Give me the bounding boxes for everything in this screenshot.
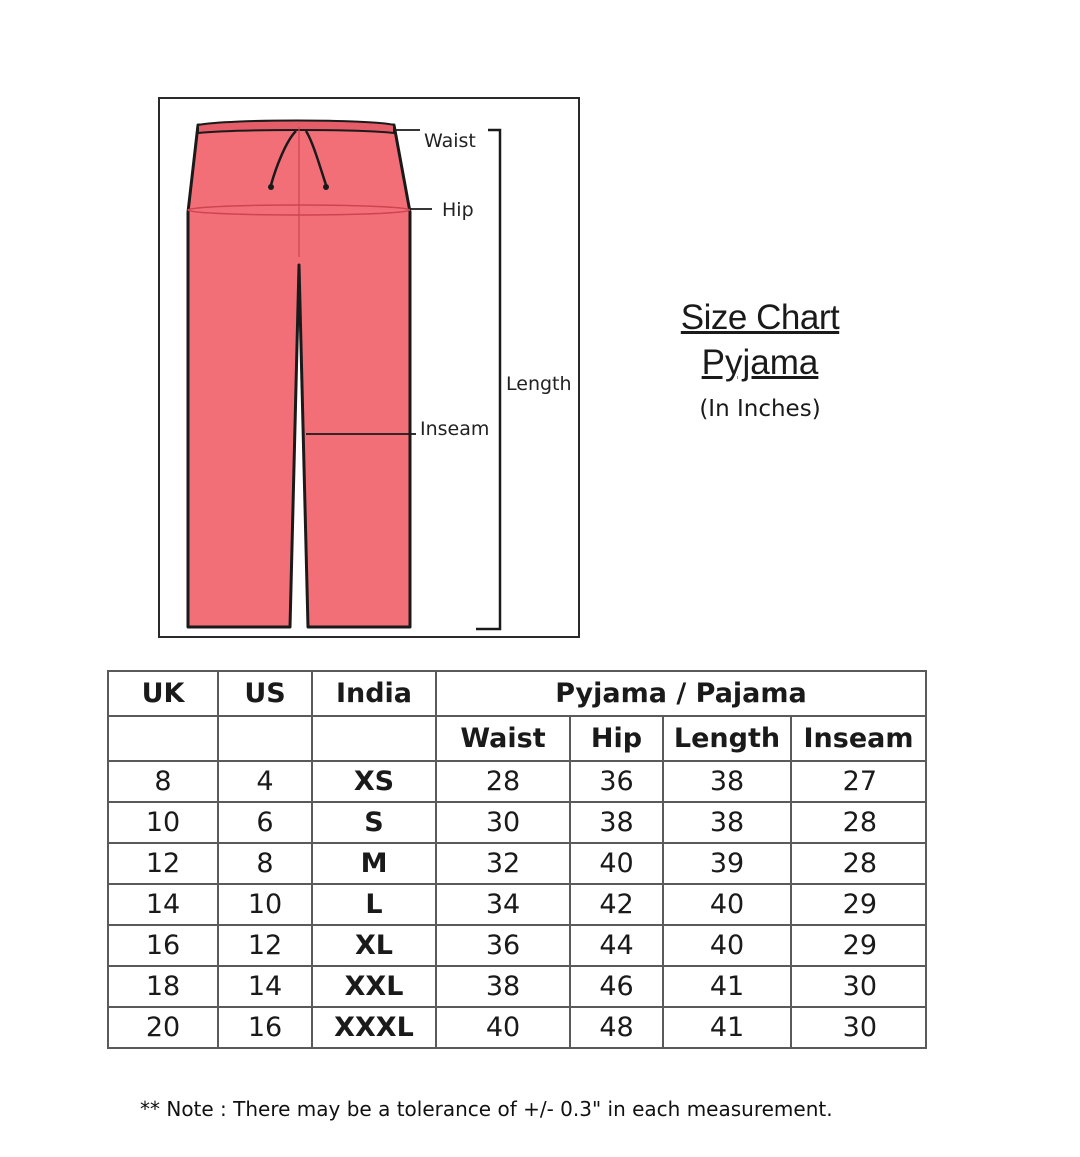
cell-uk: 10	[108, 802, 218, 843]
size-rows	[108, 761, 926, 1048]
cell-uk: 18	[108, 966, 218, 1007]
cell-uk: 16	[108, 925, 218, 966]
cell-us: 4	[218, 761, 312, 802]
header-india: India	[312, 671, 436, 716]
cell-length: 41	[663, 1007, 791, 1048]
subheader-hip: Hip	[570, 716, 663, 761]
cell-uk: 20	[108, 1007, 218, 1048]
drawstring-end	[268, 184, 274, 190]
table-row	[108, 761, 926, 802]
cell-india: S	[312, 802, 436, 843]
cell-india: XXL	[312, 966, 436, 1007]
cell-hip: 48	[570, 1007, 663, 1048]
cell-waist: 40	[436, 1007, 570, 1048]
cell-inseam: 30	[791, 966, 926, 1007]
cell-inseam: 27	[791, 761, 926, 802]
unit-label: (In Inches)	[699, 396, 821, 422]
title-block	[640, 296, 880, 432]
table-row	[108, 966, 926, 1007]
table-row	[108, 802, 926, 843]
subheader-inseam: Inseam	[791, 716, 926, 761]
cell-hip: 42	[570, 884, 663, 925]
cell-hip: 46	[570, 966, 663, 1007]
header-pyjama-group: Pyjama / Pajama	[436, 671, 926, 716]
cell-india: XXXL	[312, 1007, 436, 1048]
subheader-length: Length	[663, 716, 791, 761]
drawstring-end	[323, 184, 329, 190]
inseam-label: Inseam	[420, 418, 490, 440]
cell-uk: 14	[108, 884, 218, 925]
cell-us: 6	[218, 802, 312, 843]
table-row	[108, 884, 926, 925]
tolerance-note: ** Note : There may be a tolerance of +/- 0.3" in each measurement.	[140, 1097, 833, 1121]
cell-waist: 28	[436, 761, 570, 802]
cell-india: XL	[312, 925, 436, 966]
product-name: Pyjama	[701, 343, 819, 382]
table-subheader-row	[108, 716, 926, 761]
cell-hip: 38	[570, 802, 663, 843]
cell-length: 38	[663, 761, 791, 802]
table-header-row	[108, 671, 926, 716]
cell-inseam: 28	[791, 843, 926, 884]
cell-hip: 44	[570, 925, 663, 966]
cell-us: 16	[218, 1007, 312, 1048]
subheader-empty	[218, 716, 312, 761]
cell-inseam: 29	[791, 925, 926, 966]
cell-india: M	[312, 843, 436, 884]
cell-waist: 32	[436, 843, 570, 884]
cell-us: 10	[218, 884, 312, 925]
cell-waist: 30	[436, 802, 570, 843]
cell-length: 41	[663, 966, 791, 1007]
hip-label: Hip	[442, 199, 474, 221]
length-label: Length	[506, 373, 572, 395]
table-row	[108, 843, 926, 884]
pyjama-diagram	[158, 97, 580, 638]
size-table	[107, 670, 927, 1049]
table-row	[108, 1007, 926, 1048]
cell-uk: 12	[108, 843, 218, 884]
cell-inseam: 28	[791, 802, 926, 843]
subheader-empty	[108, 716, 218, 761]
cell-length: 38	[663, 802, 791, 843]
cell-length: 40	[663, 925, 791, 966]
cell-inseam: 30	[791, 1007, 926, 1048]
cell-length: 39	[663, 843, 791, 884]
subheader-empty	[312, 716, 436, 761]
cell-hip: 36	[570, 761, 663, 802]
cell-india: XS	[312, 761, 436, 802]
cell-hip: 40	[570, 843, 663, 884]
cell-length: 40	[663, 884, 791, 925]
header-uk: UK	[108, 671, 218, 716]
cell-inseam: 29	[791, 884, 926, 925]
subheader-waist: Waist	[436, 716, 570, 761]
pyjama-diagram-svg	[158, 97, 580, 638]
cell-us: 14	[218, 966, 312, 1007]
header-us: US	[218, 671, 312, 716]
cell-waist: 34	[436, 884, 570, 925]
table-row	[108, 925, 926, 966]
waist-label: Waist	[424, 130, 476, 152]
chart-title: Size Chart	[680, 298, 840, 337]
cell-waist: 36	[436, 925, 570, 966]
cell-us: 8	[218, 843, 312, 884]
cell-india: L	[312, 884, 436, 925]
cell-uk: 8	[108, 761, 218, 802]
cell-us: 12	[218, 925, 312, 966]
cell-waist: 38	[436, 966, 570, 1007]
